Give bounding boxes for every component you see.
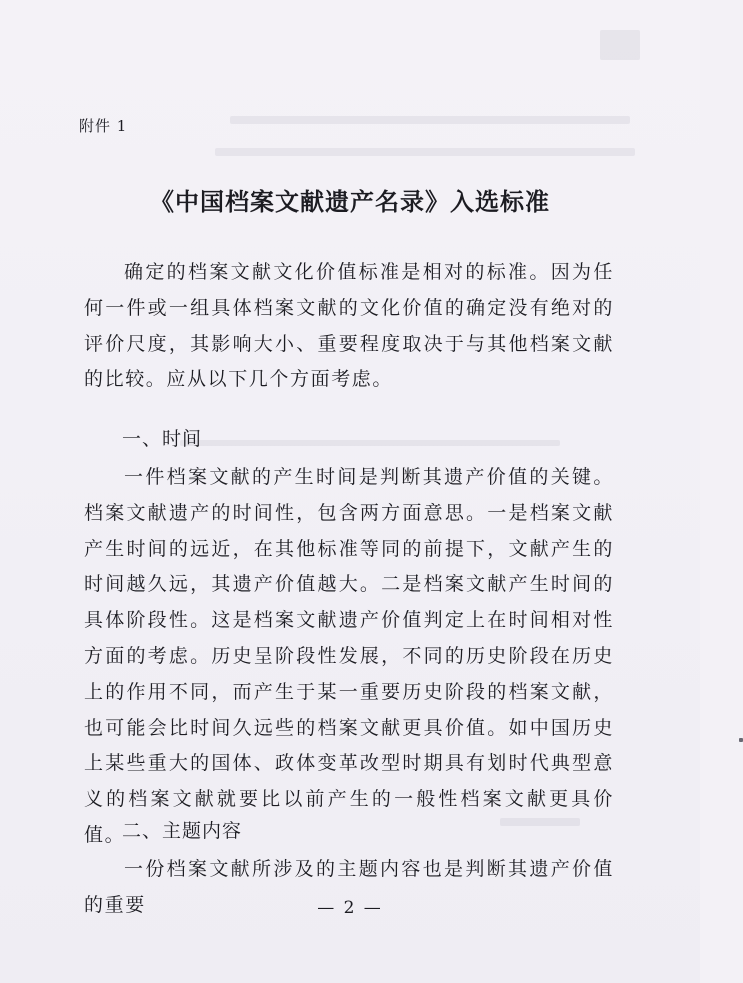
bleed-through-mark (230, 116, 630, 124)
bleed-through-mark (600, 30, 640, 60)
page-title: 《中国档案文献遗产名录》入选标准 (150, 187, 550, 216)
bleed-through-mark (180, 440, 560, 446)
attachment-label: 附件 1 (79, 117, 128, 135)
punch-mark (739, 738, 743, 742)
page-number: — 2 — (317, 898, 383, 918)
section-paragraph-time: 一件档案文献的产生时间是判断其遗产价值的关键。档案文献遗产的时间性，包含两方面意思。一是档案文献产生时间的远近，在其他标准等同的前提下，文献产生的时间越久远，其遗产价值越大。二是档案文献产生时间的具体阶段性。这是档案文献遗产价值判定上在时间相对性方面的考虑。历史呈阶段性发展，不同的历史阶段在历史上的作用不同，而产生于某一重要历史阶段的档案文献，也可能会比时间久远些的档案文献更具价值。如中国历史上某些重大的国体、政体变革改型时期具有划时代典型意义的档案文献就要比以前产生的一般性档案文献更具价值。 (84, 466, 614, 846)
intro-paragraph: 确定的档案文献文化价值标准是相对的标准。因为任何一件或一组具体档案文献的文化价值的确定没有绝对的评价尺度，其影响大小、重要程度取决于与其他档案文献的比较。应从以下几个方面考虑。 (84, 261, 614, 391)
bleed-through-mark (215, 148, 635, 156)
section-heading-theme: 二、主题内容 (122, 820, 243, 842)
section-paragraph-theme: 一份档案文献所涉及的主题内容也是判断其遗产价值的重要 (84, 858, 614, 916)
section-heading-time: 一、时间 (122, 428, 203, 450)
